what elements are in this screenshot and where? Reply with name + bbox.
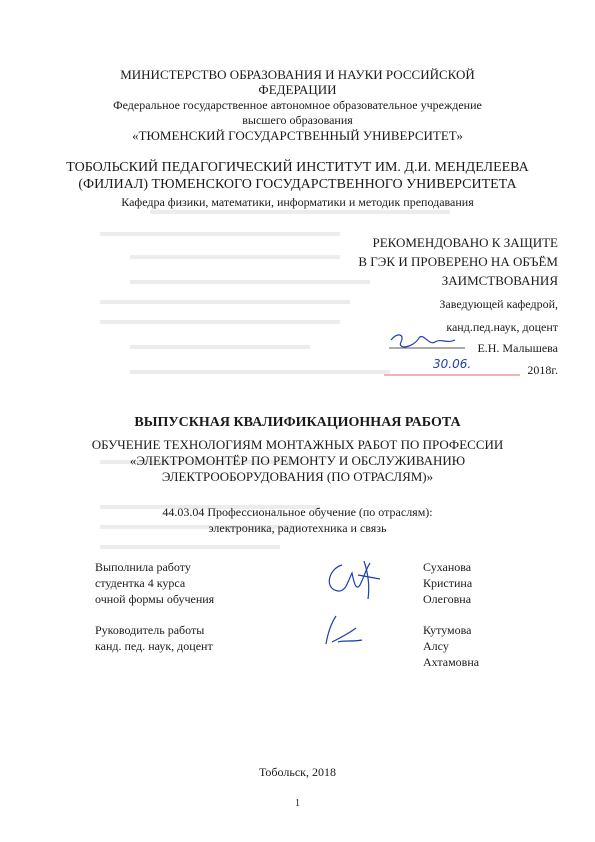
department-name: Кафедра физики, математики, информатики и методик преподавания <box>121 195 474 209</box>
institute-line-2: (ФИЛИАЛ) ТЮМЕНСКОГО ГОСУДАРСТВЕННОГО УНИВЕРСИТЕТА <box>78 177 517 192</box>
work-title-line-2: «ЭЛЕКТРОМОНТЁР ПО РЕМОНТУ И ОБСЛУЖИВАНИЮ <box>129 453 466 468</box>
approval-year: 2018г. <box>527 363 558 377</box>
city-year: Тобольск, 2018 <box>259 765 336 779</box>
student-name-2: Кристина <box>423 576 473 590</box>
head-signature <box>385 330 475 358</box>
ministry-line-2: ФЕДЕРАЦИИ <box>258 82 337 97</box>
approval-degree: канд.пед.наук, доцент <box>446 320 558 334</box>
supervisor-signature <box>318 612 368 652</box>
agency-line-1: Федеральное государственное автономное образовательное учреждение <box>113 98 482 112</box>
supervisor-name-2: Алсу <box>423 639 449 653</box>
approval-line-2: В ГЭК И ПРОВЕРЕНО НА ОБЪЁМ <box>358 254 558 269</box>
supervisor-name-3: Ахтамовна <box>423 655 480 669</box>
student-name-1: Суханова <box>423 560 472 574</box>
student-label-3: очной формы обучения <box>95 592 215 606</box>
specialty-line-2: электроника, радиотехника и связь <box>208 521 387 535</box>
approval-line-1: РЕКОМЕНДОВАНО К ЗАЩИТЕ <box>372 235 558 250</box>
supervisor-name-1: Кутумова <box>423 623 472 637</box>
approval-role: Заведующей кафедрой, <box>439 297 558 311</box>
supervisor-label-1: Руководитель работы <box>95 623 205 637</box>
student-label-2: студентка 4 курса <box>95 576 186 590</box>
student-name-3: Олеговна <box>423 592 472 606</box>
specialty-line-1: 44.03.04 Профессиональное обучение (по отраслям): <box>162 505 433 519</box>
handwritten-date: 30.06. <box>433 357 472 371</box>
approval-name: Е.Н. Малышева <box>477 341 558 355</box>
student-signature <box>318 555 388 605</box>
approval-line-3: ЗАИМСТВОВАНИЯ <box>441 273 558 288</box>
institute-line-1: ТОБОЛЬСКИЙ ПЕДАГОГИЧЕСКИЙ ИНСТИТУТ ИМ. Д.И. МЕНДЕЛЕЕВА <box>66 160 529 175</box>
work-title-line-1: ОБУЧЕНИЕ ТЕХНОЛОГИЯМ МОНТАЖНЫХ РАБОТ ПО ПРОФЕССИИ <box>91 437 504 452</box>
ministry-line-1: МИНИСТЕРСТВО ОБРАЗОВАНИЯ И НАУКИ РОССИЙСКОЙ <box>120 67 475 82</box>
student-label-1: Выполнила работу <box>95 560 191 574</box>
university-name: «ТЮМЕНСКИЙ ГОСУДАРСТВЕННЫЙ УНИВЕРСИТЕТ» <box>132 128 463 143</box>
agency-line-2: высшего образования <box>242 113 353 127</box>
work-type: ВЫПУСКНАЯ КВАЛИФИКАЦИОННАЯ РАБОТА <box>134 415 461 430</box>
work-title-line-3: ЭЛЕКТРООБОРУДОВАНИЯ (ПО ОТРАСЛЯМ)» <box>161 469 434 484</box>
date-underline <box>382 372 522 378</box>
page-number: 1 <box>295 798 300 809</box>
supervisor-label-2: канд. пед. наук, доцент <box>95 639 213 653</box>
